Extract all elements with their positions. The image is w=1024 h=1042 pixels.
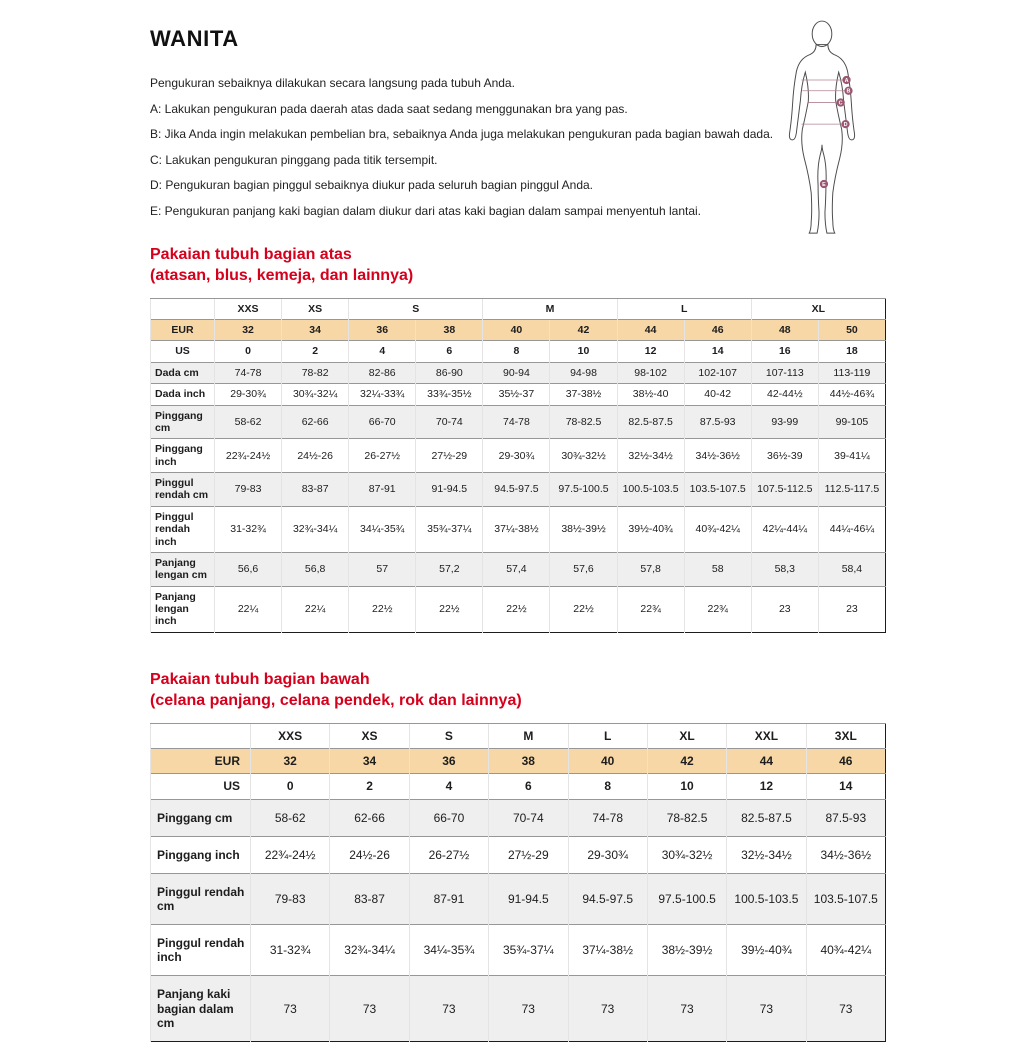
size-group-label: S (349, 298, 483, 319)
svg-text:D: D (843, 122, 848, 129)
value-cell: 103.5-107.5 (684, 473, 751, 507)
value-cell: 73 (647, 976, 726, 1041)
value-cell: 39-41¼ (818, 439, 885, 473)
value-cell: 82.5-87.5 (617, 405, 684, 439)
svg-text:E: E (822, 182, 826, 188)
measurement-instruction: D: Pengukuran bagian pinggul sebaiknya diukur pada seluruh bagian pinggul Anda. (150, 178, 593, 192)
value-cell: 56,8 (282, 552, 349, 586)
value-cell: 12 (617, 341, 684, 362)
figure-marker-e (820, 180, 828, 188)
value-cell: 58,3 (751, 552, 818, 586)
value-cell: 99-105 (818, 405, 885, 439)
value-cell: 107.5-112.5 (751, 473, 818, 507)
value-cell: 35¾-37¼ (489, 925, 568, 976)
value-cell: 79-83 (251, 873, 330, 924)
value-cell: 12 (727, 774, 806, 799)
value-cell: 50 (818, 320, 885, 341)
value-cell: 74-78 (483, 405, 550, 439)
value-cell: 58,4 (818, 552, 885, 586)
figure-marker-b (844, 87, 852, 95)
value-cell: 100.5-103.5 (617, 473, 684, 507)
table-row-pinggul-rendah-cm (151, 473, 886, 507)
size-header-row (151, 724, 886, 749)
row-label: Pinggang cm (151, 405, 215, 439)
value-cell: 31-32¾ (251, 925, 330, 976)
value-cell: 40 (483, 320, 550, 341)
value-cell: 10 (647, 774, 726, 799)
table-row-pinggang-inch (151, 836, 886, 873)
value-cell: 23 (751, 586, 818, 632)
size-group-label: XS (282, 298, 349, 319)
value-cell: 22¾ (684, 586, 751, 632)
svg-text:C: C (838, 100, 843, 107)
table-row-pinggul-rendah-inch (151, 925, 886, 976)
value-cell: 56,6 (215, 552, 282, 586)
svg-text:A: A (844, 77, 849, 84)
value-cell: 18 (818, 341, 885, 362)
value-cell: 44 (727, 749, 806, 774)
measurement-instruction: B: Jika Anda ingin melakukan pembelian bra, sebaiknya Anda juga melakukan pengukuran pada bagian bawah dada. (150, 127, 774, 141)
blank-corner-cell (151, 724, 251, 749)
value-cell: 82.5-87.5 (727, 799, 806, 836)
size-header-row (151, 298, 886, 319)
value-cell: 42-44½ (751, 384, 818, 405)
value-cell: 46 (806, 749, 885, 774)
measurement-instruction: A: Lakukan pengukuran pada daerah atas dada saat sedang menggunakan bra yang pas. (150, 101, 628, 116)
value-cell: 93-99 (751, 405, 818, 439)
value-cell: 42 (550, 320, 617, 341)
value-cell: 37¼-38½ (483, 506, 550, 552)
row-label: US (151, 774, 251, 799)
row-label: Panjang lengan inch (151, 586, 215, 632)
value-cell: 34½-36½ (684, 439, 751, 473)
size-group-label: XL (647, 724, 726, 749)
value-cell: 44¼-46¼ (818, 506, 885, 552)
row-label: Pinggul rendah cm (151, 473, 215, 507)
size-group-label: XXS (215, 298, 282, 319)
value-cell: 22¾-24½ (215, 439, 282, 473)
value-cell: 57 (349, 552, 416, 586)
value-cell: 57,8 (617, 552, 684, 586)
table-row-pinggul-rendah-cm (151, 873, 886, 924)
table-row-pinggang-inch (151, 439, 886, 473)
value-cell: 40¾-42¼ (684, 506, 751, 552)
value-cell: 8 (568, 774, 647, 799)
value-cell: 39½-40¾ (727, 925, 806, 976)
value-cell: 66-70 (409, 799, 488, 836)
row-label: EUR (151, 749, 251, 774)
size-group-label: L (617, 298, 751, 319)
size-group-label: 3XL (806, 724, 885, 749)
value-cell: 24½-26 (282, 439, 349, 473)
value-cell: 27½-29 (489, 836, 568, 873)
value-cell: 32¾-34¼ (330, 925, 409, 976)
value-cell: 39½-40¾ (617, 506, 684, 552)
value-cell: 2 (282, 341, 349, 362)
value-cell: 26-27½ (409, 836, 488, 873)
value-cell: 6 (416, 341, 483, 362)
row-label: Pinggul rendah cm (151, 873, 251, 924)
value-cell: 91-94.5 (489, 873, 568, 924)
section-title-line: Pakaian tubuh bagian atas (150, 245, 352, 263)
value-cell: 36 (349, 320, 416, 341)
row-label: Dada inch (151, 384, 215, 405)
value-cell: 23 (818, 586, 885, 632)
value-cell: 38½-39½ (647, 925, 726, 976)
value-cell: 44 (617, 320, 684, 341)
svg-text:B: B (846, 88, 851, 95)
tops-size-table (150, 298, 886, 633)
table-row-us (151, 341, 886, 362)
value-cell: 36½-39 (751, 439, 818, 473)
value-cell: 2 (330, 774, 409, 799)
value-cell: 87-91 (409, 873, 488, 924)
value-cell: 70-74 (416, 405, 483, 439)
value-cell: 24½-26 (330, 836, 409, 873)
value-cell: 32 (215, 320, 282, 341)
value-cell: 22½ (349, 586, 416, 632)
value-cell: 44½-46¾ (818, 384, 885, 405)
value-cell: 58 (684, 552, 751, 586)
value-cell: 78-82 (282, 362, 349, 383)
value-cell: 66-70 (349, 405, 416, 439)
value-cell: 32 (251, 749, 330, 774)
value-cell: 34½-36½ (806, 836, 885, 873)
value-cell: 8 (483, 341, 550, 362)
value-cell: 32½-34½ (727, 836, 806, 873)
figure-marker-c (837, 98, 845, 106)
value-cell: 57,4 (483, 552, 550, 586)
size-group-label: XL (751, 298, 885, 319)
value-cell: 40¾-42¼ (806, 925, 885, 976)
value-cell: 22½ (550, 586, 617, 632)
value-cell: 48 (751, 320, 818, 341)
value-cell: 79-83 (215, 473, 282, 507)
value-cell: 37¼-38½ (568, 925, 647, 976)
figure-marker-a (842, 76, 850, 84)
body-measurement-figure (768, 20, 876, 244)
row-label: Pinggang inch (151, 836, 251, 873)
value-cell: 42 (647, 749, 726, 774)
value-cell: 90-94 (483, 362, 550, 383)
value-cell: 86-90 (416, 362, 483, 383)
value-cell: 38 (416, 320, 483, 341)
value-cell: 100.5-103.5 (727, 873, 806, 924)
value-cell: 37-38½ (550, 384, 617, 405)
row-label: Panjang kaki bagian dalam cm (151, 976, 251, 1041)
measurement-instruction: C: Lakukan pengukuran pinggang pada titik tersempit. (150, 152, 438, 167)
value-cell: 34¼-35¾ (349, 506, 416, 552)
value-cell: 87-91 (349, 473, 416, 507)
blank-corner-cell (151, 298, 215, 319)
value-cell: 97.5-100.5 (550, 473, 617, 507)
value-cell: 107-113 (751, 362, 818, 383)
page-title: WANITA (150, 26, 239, 51)
table-row-eur (151, 749, 886, 774)
table-row-dada-inch (151, 384, 886, 405)
value-cell: 22¼ (282, 586, 349, 632)
row-label: Panjang lengan cm (151, 552, 215, 586)
bottoms-section-title (150, 669, 900, 711)
value-cell: 102-107 (684, 362, 751, 383)
figure-body-outline (789, 45, 854, 234)
value-cell: 87.5-93 (806, 799, 885, 836)
value-cell: 33¾-35½ (416, 384, 483, 405)
value-cell: 22¼ (215, 586, 282, 632)
table-row-us (151, 774, 886, 799)
table-row-panjang-lengan-cm (151, 552, 886, 586)
value-cell: 6 (489, 774, 568, 799)
row-label: Pinggang cm (151, 799, 251, 836)
value-cell: 103.5-107.5 (806, 873, 885, 924)
section-title-line: Pakaian tubuh bagian bawah (150, 670, 370, 688)
value-cell: 30¾-32¼ (282, 384, 349, 405)
value-cell: 30¾-32½ (647, 836, 726, 873)
value-cell: 70-74 (489, 799, 568, 836)
value-cell: 0 (215, 341, 282, 362)
value-cell: 73 (330, 976, 409, 1041)
table-row-pinggul-rendah-inch (151, 506, 886, 552)
measurement-instruction: E: Pengukuran panjang kaki bagian dalam diukur dari atas kaki bagian dalam sampai menyentuh lantai. (150, 203, 702, 218)
value-cell: 98-102 (617, 362, 684, 383)
value-cell: 82-86 (349, 362, 416, 383)
value-cell: 32¾-34¼ (282, 506, 349, 552)
size-group-label: S (409, 724, 488, 749)
value-cell: 31-32¾ (215, 506, 282, 552)
value-cell: 38 (489, 749, 568, 774)
value-cell: 94.5-97.5 (483, 473, 550, 507)
value-cell: 16 (751, 341, 818, 362)
value-cell: 34 (330, 749, 409, 774)
value-cell: 97.5-100.5 (647, 873, 726, 924)
section-title-line: (atasan, blus, kemeja, dan lainnya) (150, 266, 414, 284)
value-cell: 73 (727, 976, 806, 1041)
table-row-panjang-lengan-inch (151, 586, 886, 632)
value-cell: 38½-39½ (550, 506, 617, 552)
table-row-pinggang-cm (151, 405, 886, 439)
table-row-pinggang-cm (151, 799, 886, 836)
value-cell: 14 (684, 341, 751, 362)
value-cell: 0 (251, 774, 330, 799)
row-label: Pinggul rendah inch (151, 925, 251, 976)
row-label: Pinggang inch (151, 439, 215, 473)
value-cell: 27½-29 (416, 439, 483, 473)
value-cell: 91-94.5 (416, 473, 483, 507)
value-cell: 35½-37 (483, 384, 550, 405)
value-cell: 10 (550, 341, 617, 362)
value-cell: 35¾-37¼ (416, 506, 483, 552)
value-cell: 40-42 (684, 384, 751, 405)
value-cell: 46 (684, 320, 751, 341)
value-cell: 29-30¾ (568, 836, 647, 873)
tops-section-title (150, 244, 900, 286)
figure-head (812, 21, 832, 47)
table-row-eur (151, 320, 886, 341)
table-row-panjang-kaki-bagian-dalam-cm (151, 976, 886, 1041)
value-cell: 42¼-44¼ (751, 506, 818, 552)
value-cell: 78-82.5 (647, 799, 726, 836)
row-label: Dada cm (151, 362, 215, 383)
value-cell: 14 (806, 774, 885, 799)
section-title-line: (celana panjang, celana pendek, rok dan lainnya) (150, 691, 522, 709)
value-cell: 30¾-32½ (550, 439, 617, 473)
intro-text: Pengukuran sebaiknya dilakukan secara langsung pada tubuh Anda. (150, 76, 515, 90)
value-cell: 29-30¾ (483, 439, 550, 473)
row-label: US (151, 341, 215, 362)
value-cell: 62-66 (330, 799, 409, 836)
value-cell: 32¼-33¾ (349, 384, 416, 405)
bottoms-size-table (150, 723, 886, 1042)
value-cell: 83-87 (282, 473, 349, 507)
row-label: Pinggul rendah inch (151, 506, 215, 552)
value-cell: 112.5-117.5 (818, 473, 885, 507)
value-cell: 73 (489, 976, 568, 1041)
value-cell: 34 (282, 320, 349, 341)
value-cell: 58-62 (251, 799, 330, 836)
value-cell: 4 (349, 341, 416, 362)
value-cell: 62-66 (282, 405, 349, 439)
value-cell: 73 (251, 976, 330, 1041)
value-cell: 57,6 (550, 552, 617, 586)
value-cell: 22½ (483, 586, 550, 632)
size-group-label: L (568, 724, 647, 749)
value-cell: 29-30¾ (215, 384, 282, 405)
value-cell: 94.5-97.5 (568, 873, 647, 924)
value-cell: 58-62 (215, 405, 282, 439)
value-cell: 38½-40 (617, 384, 684, 405)
value-cell: 22¾-24½ (251, 836, 330, 873)
value-cell: 4 (409, 774, 488, 799)
row-label: EUR (151, 320, 215, 341)
size-group-label: XXL (727, 724, 806, 749)
table-row-dada-cm (151, 362, 886, 383)
value-cell: 73 (409, 976, 488, 1041)
value-cell: 32½-34½ (617, 439, 684, 473)
value-cell: 94-98 (550, 362, 617, 383)
size-group-label: M (483, 298, 617, 319)
size-group-label: XXS (251, 724, 330, 749)
value-cell: 78-82.5 (550, 405, 617, 439)
value-cell: 87.5-93 (684, 405, 751, 439)
value-cell: 26-27½ (349, 439, 416, 473)
value-cell: 57,2 (416, 552, 483, 586)
value-cell: 40 (568, 749, 647, 774)
value-cell: 74-78 (215, 362, 282, 383)
value-cell: 74-78 (568, 799, 647, 836)
figure-marker-d (841, 120, 849, 128)
value-cell: 22¾ (617, 586, 684, 632)
size-group-label: XS (330, 724, 409, 749)
value-cell: 36 (409, 749, 488, 774)
value-cell: 113-119 (818, 362, 885, 383)
value-cell: 34¼-35¾ (409, 925, 488, 976)
value-cell: 22½ (416, 586, 483, 632)
size-group-label: M (489, 724, 568, 749)
value-cell: 73 (568, 976, 647, 1041)
value-cell: 83-87 (330, 873, 409, 924)
value-cell: 73 (806, 976, 885, 1041)
